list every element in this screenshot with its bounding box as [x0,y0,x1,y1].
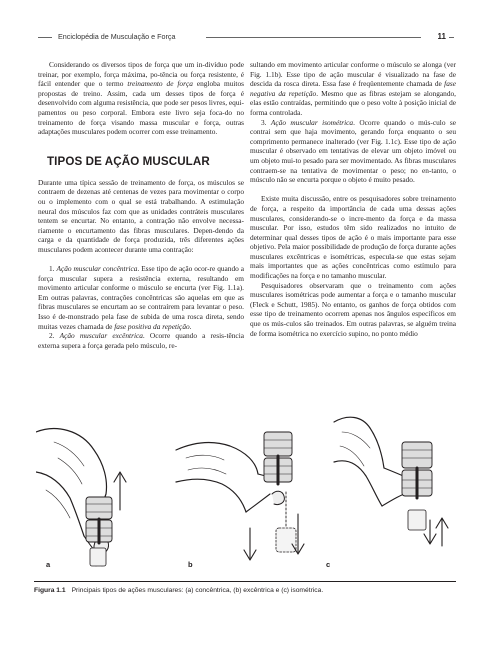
right-column [250,60,456,338]
header-rule [38,37,52,38]
arm-illustration-isometric [334,417,448,546]
body-paragraph: Durante uma típica sessão de treinamento de força, os músculos se contraem de dezenas até centenas de vezes para movimentar o corpo ou o implemento com o qual se está trabalhando. A estimulação neural dos músculos faz com que as unidades contráteis musculares tentem se encurtar. No entanto, a contração não envolve necessa-riamente o encurtamento das fibras musculares. Depen-dendo da carga e da quantidade de força produzida, três diferentes ações musculares podem acontecer durante uma contração: [38,177,244,254]
emphasis-text: treinamento de força [127,79,193,89]
section-heading: TIPOS DE AÇÃO MUSCULAR [47,154,210,168]
caption-id: Figura 1.1 [34,587,66,594]
list-item-isometric: 3. Ação muscular isométrica. Ocorre quando o mús-culo se contrai sem que haja movimento, gerando força enquanto o seu comprimento permanece inalterado (ver Fig. 1.1c). Esse tipo de ação muscular é observado em tentativas de elevar um objeto imóvel ou um objeto mui-to pesado para ser movimentado. As fibras musculares contraem-se na tentativa de movimentar o peso; no en-tanto, o músculo não se encurta porque o objeto é muito pesado. [250,117,457,185]
emphasis-text: Ação muscular concêntrica [56,264,138,274]
header-rule [206,37,421,38]
caption-text: Principais tipos de ações musculares: (a) concêntrica, (b) excêntrica e (c) isométrica. [71,587,324,594]
emphasis-text: fase positiva da repetição [114,321,190,331]
left-column [38,60,244,350]
figure-caption [34,581,456,595]
arm-illustration-eccentric [176,432,304,560]
panel-label-c: c [326,560,331,569]
list-item-concentric: 1. Ação muscular concêntrica. Esse tipo de ação ocor-re quando a força muscular supera a resistência externa, resultando em movimento articular conforme o músculo se encurta (ver Fig. 1.1a). Em outras palavras, contrações concêntricas são aquelas em que as fibras musculares se encurtam ao se contraírem para levantar o peso. Isso é de-monstrado pela fase de subida de uma rosca direta, sendo muitas vezes chamada de fase positiva da repetição. [38,264,245,331]
running-title: Enciclopédia de Musculação e Força [58,32,176,41]
emphasis-text: fase negativa da repetição [250,79,456,98]
list-item-eccentric: 2. Ação muscular excêntrica. Ocorre quando a resis-tência externa supera a força gerada pelo músculo, re- [38,331,244,350]
page-header [38,30,454,44]
emphasis-text: Ação muscular isométrica [270,117,354,127]
eccentric-continuation: sultando em movimento articular conforme o músculo se alonga (ver Fig. 1.1b). Esse tipo de ação muscular é visualizado na fase de descida da rosca direta. Essa fase é freqüentemente chamada de fase negativa da repetição. Mesmo que as fibras estejam se alongando, elas estão contraídas, permitindo que o peso volte à posição inicial de forma controlada. [250,60,456,117]
page-number: 11 [437,32,446,41]
panel-label-a: a [46,560,51,569]
discussion-paragraph: Existe muita discussão, entre os pesquisadores sobre treinamento de força, a respeito da importância de cada uma dessas ações musculares, considerando-se o incre-mento da força e da massa muscular. Por isso, estudos têm sido realizados no intuito de determinar qual desses tipos de ação é o mais importante para esse objetivo. Pela maior possibilidade de produção de força durante ações musculares excêntricas e isométricas, especula-se que estas sejam mais importantes que as ações concêntricas como estímulo para modificações na força e no tamanho muscular. [250,194,456,281]
header-rule [449,37,454,38]
emphasis-text: Ação muscular excêntrica [59,331,143,341]
intro-paragraph: Considerando os diversos tipos de força que um in-divíduo pode treinar, por exemplo, força máxima, po-tência ou força resistente, é fácil entender que o termo treinamento de força engloba muitos propostas de treino. Assim, cada um desses tipos de força é desenvolvido com alguma resistência, que pode ser pesos livres, equi-pamentos ou peso corporal. Embora este livro seja foca-do no treinamento de força visando massa muscular e força, outras adaptações musculares podem ocorrer com esse treinamento. [38,60,244,137]
arm-illustration-concentric [36,429,126,566]
figure-muscle-actions [36,402,454,577]
research-paragraph: Pesquisadores observaram que o treinamento com ações musculares isométricas pode aumentar a força e o tamanho muscular (Fleck e Schutt, 1985). No entanto, os ganhos de força obtidos com esse tipo de treinamento ocorrem apenas nos ângulos específicos em que os mús-culos são treinados. Em outras palavras, se alguém treina de forma isométrica no exercício supino, no ponto médio [250,280,456,338]
panel-label-b: b [188,560,193,569]
